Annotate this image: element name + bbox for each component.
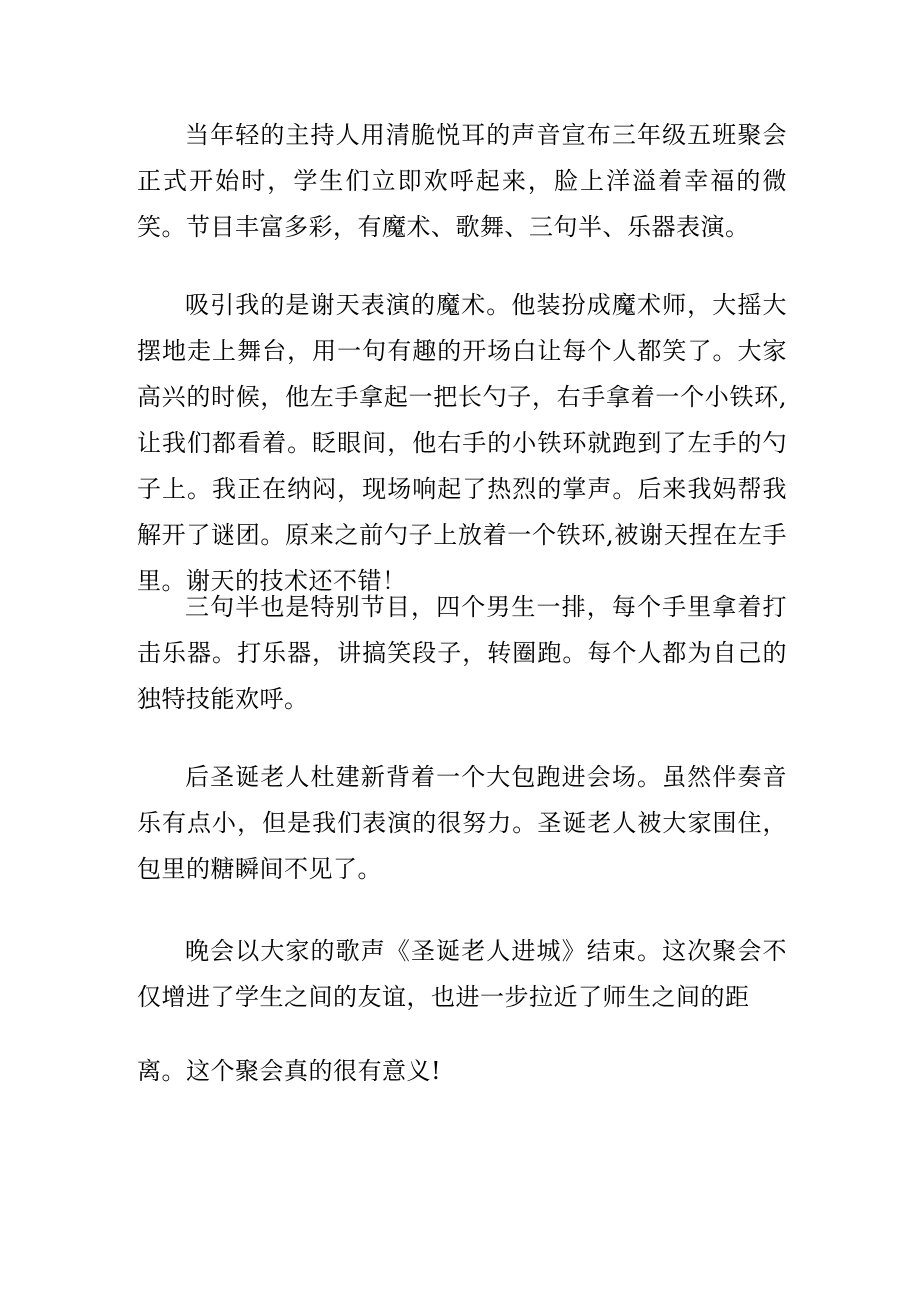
paragraph-magic-show: 吸引我的是谢天表演的魔术。他装扮成魔术师，大摇大摆地走上舞台，用一句有趣的开场白让每个人都笑了。大家高兴的时候，他左手拿起一把长勺子，右手拿着一个小铁环,让我们都看着。眨眼间，他右手的小铁环就跑到了左手的勺子上。我正在纳闷，现场响起了热烈的掌声。后来我妈帮我解开了谜团。原来之前勺子上放着一个铁环,被谢天捏在左手里。谢天的技术还不错！ xyxy=(137,291,787,595)
paragraph-closing-continued: 离。这个聚会真的很有意义! xyxy=(137,1057,442,1085)
paragraph-santa: 后圣诞老人杜建新背着一个大包跑进会场。虽然伴奏音乐有点小，但是我们表演的很努力。圣诞老人被大家围住，包里的糖瞬间不见了。 xyxy=(137,763,787,883)
paragraph-sanjuban: 三句半也是特别节目，四个男生一排，每个手里拿着打击乐器。打乐器，讲搞笑段子，转圈跑。每个人都为自己的独特技能欢呼。 xyxy=(137,593,787,713)
paragraph-opening: 当年轻的主持人用清脆悦耳的声音宣布三年级五班聚会正式开始时，学生们立即欢呼起来，脸上洋溢着幸福的微笑。节目丰富多彩，有魔术、歌舞、三句半、乐器表演。 xyxy=(137,121,787,241)
paragraph-closing: 晚会以大家的歌声《圣诞老人进城》结束。这次聚会不仅增进了学生之间的友谊，也进一步拉近了师生之间的距 xyxy=(137,937,787,1011)
